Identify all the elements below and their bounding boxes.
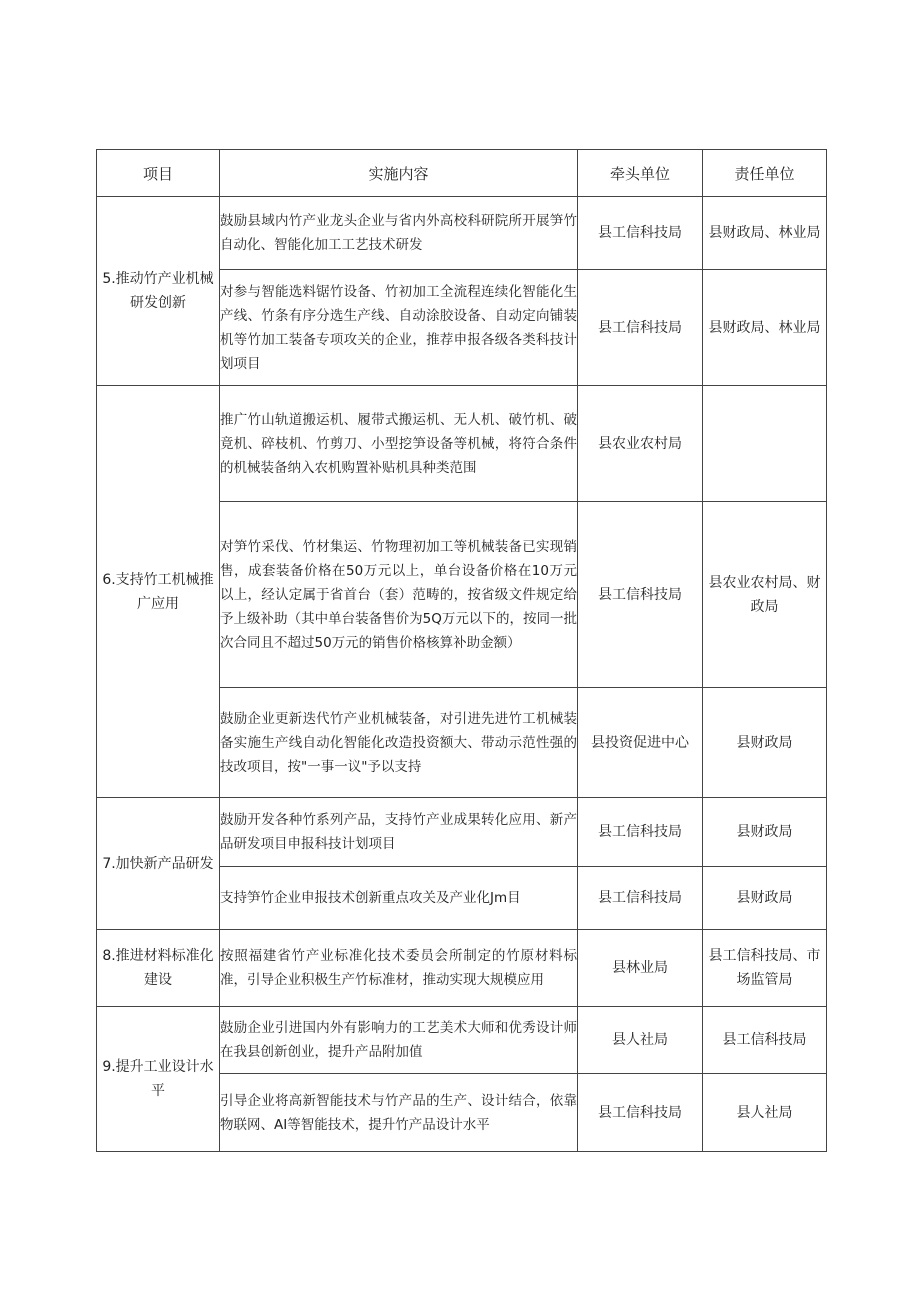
table-row xyxy=(97,930,827,1007)
table-row xyxy=(97,197,827,270)
content-cell: 对参与智能选料锯竹设备、竹初加工全流程连续化智能化生产线、竹条有序分选生产线、自动涂胶设备、自动定向铺装机等竹加工装备专项攻关的企业，推荐申报各级各类科技计划项目 xyxy=(220,270,578,386)
content-cell: 鼓励企业引进国内外有影响力的工艺美术大师和优秀设计师在我县创新创业，提升产品附加值 xyxy=(220,1007,578,1074)
content-cell: 鼓励开发各种竹系列产品，支持竹产业成果转化应用、新产品研发项目申报科技计划项目 xyxy=(220,798,578,867)
lead-unit-cell: 县工信科技局 xyxy=(578,197,703,270)
responsible-unit-cell: 县财政局、林业局 xyxy=(703,197,827,270)
table-row xyxy=(97,1007,827,1074)
header-content: 实施内容 xyxy=(220,150,578,197)
responsible-unit-cell: 县财政局 xyxy=(703,688,827,798)
content-cell: 鼓励县域内竹产业龙头企业与省内外高校科研院所开展笋竹自动化、智能化加工工艺技术研发 xyxy=(220,197,578,270)
table-row xyxy=(97,798,827,867)
project-cell: 9.提升工业设计水平 xyxy=(97,1007,220,1152)
responsible-unit-cell: 县财政局 xyxy=(703,867,827,930)
table-row xyxy=(97,386,827,502)
project-cell: 8.推进材料标准化建设 xyxy=(97,930,220,1007)
lead-unit-cell: 县农业农村局 xyxy=(578,386,703,502)
responsible-unit-cell: 县财政局、林业局 xyxy=(703,270,827,386)
content-cell: 推广竹山轨道搬运机、履带式搬运机、无人机、破竹机、破竟机、碎枝机、竹剪刀、小型挖笋设备等机械，将符合条件的机械装备纳入农机购置补贴机具种类范围 xyxy=(220,386,578,502)
responsible-unit-cell: 县财政局 xyxy=(703,798,827,867)
header-lead-unit: 牵头单位 xyxy=(578,150,703,197)
project-cell: 5.推动竹产业机械研发创新 xyxy=(97,197,220,386)
content-cell: 对笋竹采伐、竹材集运、竹物理初加工等机械装备已实现销售，成套装备价格在50万元以上，单台设备价格在10万元以上，经认定属于省首台（套）范畴的，按省级文件规定给予上级补助（其中单台装备售价为5Q万元以下的，按同一批次合同且不超过50万元的销售价格核算补助金额） xyxy=(220,502,578,688)
responsible-unit-cell: 县工信科技局 xyxy=(703,1007,827,1074)
implementation-table xyxy=(96,149,827,1152)
header-project: 项目 xyxy=(97,150,220,197)
responsible-unit-cell: 县人社局 xyxy=(703,1074,827,1152)
project-cell: 7.加快新产品研发 xyxy=(97,798,220,930)
lead-unit-cell: 县林业局 xyxy=(578,930,703,1007)
responsible-unit-cell: 县工信科技局、市场监管局 xyxy=(703,930,827,1007)
lead-unit-cell: 县工信科技局 xyxy=(578,1074,703,1152)
content-cell: 按照福建省竹产业标准化技术委员会所制定的竹原材料标准，引导企业积极生产竹标准材，推动实现大规模应用 xyxy=(220,930,578,1007)
table-header-row xyxy=(97,150,827,197)
content-cell: 支持笋竹企业申报技术创新重点攻关及产业化Jm目 xyxy=(220,867,578,930)
responsible-unit-cell xyxy=(703,386,827,502)
lead-unit-cell: 县人社局 xyxy=(578,1007,703,1074)
lead-unit-cell: 县工信科技局 xyxy=(578,502,703,688)
content-cell: 鼓励企业更新迭代竹产业机械装备，对引进先进竹工机械装备实施生产线自动化智能化改造投资额大、带动示范性强的技改项目，按"一事一议"予以支持 xyxy=(220,688,578,798)
lead-unit-cell: 县投资促进中心 xyxy=(578,688,703,798)
lead-unit-cell: 县工信科技局 xyxy=(578,270,703,386)
project-cell: 6.支持竹工机械推广应用 xyxy=(97,386,220,798)
header-responsible-unit: 责任单位 xyxy=(703,150,827,197)
content-cell: 引导企业将高新智能技术与竹产品的生产、设计结合，依靠物联网、AI等智能技术，提升竹产品设计水平 xyxy=(220,1074,578,1152)
lead-unit-cell: 县工信科技局 xyxy=(578,867,703,930)
responsible-unit-cell: 县农业农村局、财政局 xyxy=(703,502,827,688)
lead-unit-cell: 县工信科技局 xyxy=(578,798,703,867)
